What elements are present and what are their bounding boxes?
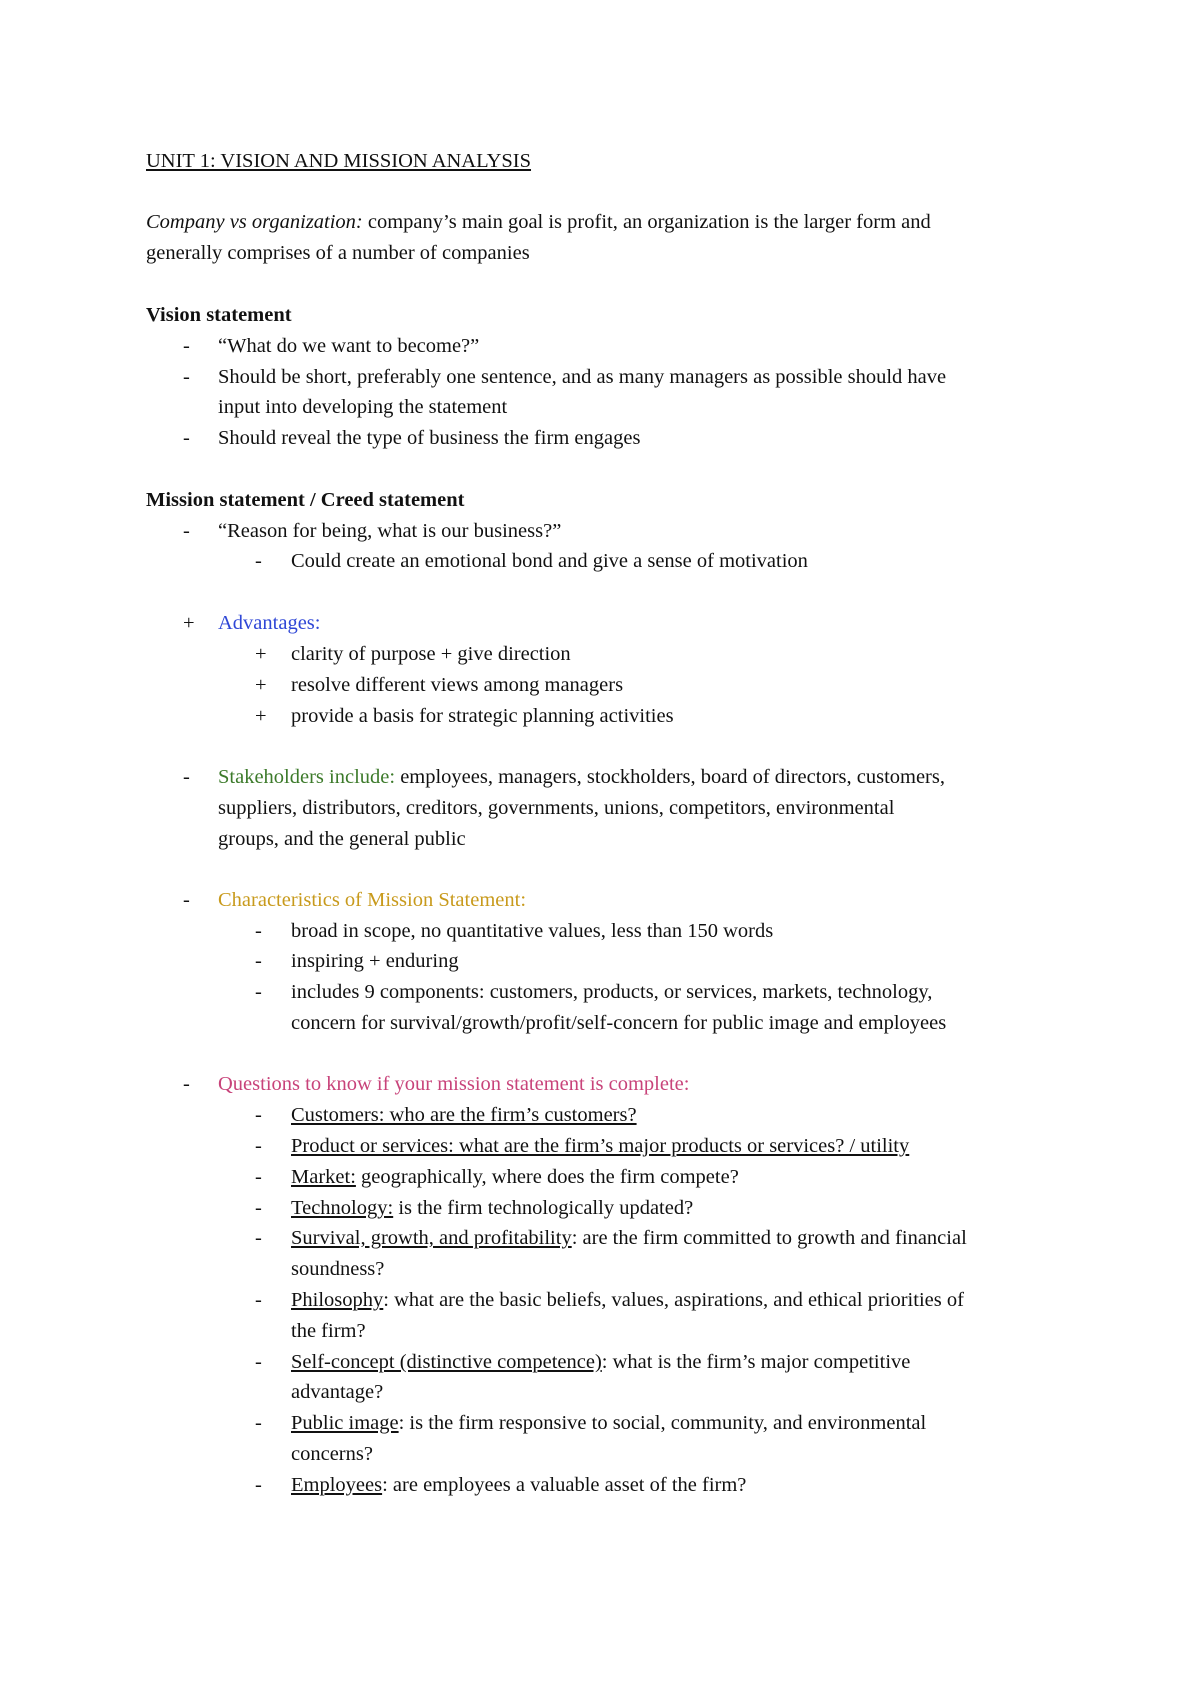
question-bullet-4: - xyxy=(255,1197,262,1219)
intro-text-1: company’s main goal is profit, an organization is the larger form and xyxy=(362,211,931,233)
question-key-4: Technology: xyxy=(291,1197,394,1219)
characteristic-item-2: inspiring + enduring xyxy=(291,950,459,972)
question-text-8: : is the firm responsive to social, community, and environmental xyxy=(398,1412,927,1434)
mission-reason-sub-bullet: - xyxy=(255,550,262,572)
vision-item-1: “What do we want to become?” xyxy=(218,335,480,357)
characteristics-bullet: - xyxy=(183,889,190,911)
characteristic-bullet-3: - xyxy=(255,981,262,1003)
question-item-5-cont: soundness? xyxy=(291,1258,385,1280)
stakeholders-bullet: - xyxy=(183,766,190,788)
question-key-3: Market: xyxy=(291,1166,356,1188)
vision-bullet-3: - xyxy=(183,427,190,449)
advantage-plus-2: + xyxy=(255,674,267,696)
advantage-plus-1: + xyxy=(255,643,267,665)
characteristics-label: Characteristics of Mission Statement: xyxy=(218,889,527,911)
question-text-5: : are the firm committed to growth and financial xyxy=(571,1227,967,1249)
vision-bullet-1: - xyxy=(183,335,190,357)
stakeholders-label: Stakeholders include: xyxy=(218,766,396,788)
question-item-2 xyxy=(291,1133,909,1159)
vision-bullet-2: - xyxy=(183,366,190,388)
question-text-4: is the firm technologically updated? xyxy=(393,1197,694,1219)
advantage-item-3: provide a basis for strategic planning activities xyxy=(291,705,674,727)
question-key-2: Product or services: what are the firm’s major products or services? / utility xyxy=(291,1135,910,1157)
vision-item-2: Should be short, preferably one sentence, and as many managers as possible should have xyxy=(218,366,947,388)
question-item-3 xyxy=(291,1164,739,1190)
question-item-5 xyxy=(291,1225,967,1251)
question-key-1: Customers: who are the firm’s customers? xyxy=(291,1104,637,1126)
intro-term: Company vs organization: xyxy=(146,211,363,233)
page-title: UNIT 1: VISION AND MISSION ANALYSIS xyxy=(146,150,532,172)
question-item-8 xyxy=(291,1410,926,1436)
stakeholders-line-2: suppliers, distributors, creditors, governments, unions, competitors, environmental xyxy=(218,797,895,819)
mission-bullet-reason: - xyxy=(183,520,190,542)
stakeholders-text-1: employees, managers, stockholders, board of directors, customers, xyxy=(395,766,945,788)
mission-heading: Mission statement / Creed statement xyxy=(146,489,465,511)
question-bullet-8: - xyxy=(255,1412,262,1434)
question-text-6: : what are the basic beliefs, values, aspirations, and ethical priorities of xyxy=(383,1289,964,1311)
question-item-6-cont: the firm? xyxy=(291,1320,366,1342)
question-key-9: Employees xyxy=(291,1474,383,1496)
question-item-7-cont: advantage? xyxy=(291,1381,384,1403)
question-item-1 xyxy=(291,1102,637,1128)
mission-reason-sub: Could create an emotional bond and give a sense of motivation xyxy=(291,550,808,572)
advantages-label: Advantages: xyxy=(218,612,321,634)
vision-item-2-cont: input into developing the statement xyxy=(218,396,508,418)
stakeholders-line-3: groups, and the general public xyxy=(218,828,466,850)
questions-label: Questions to know if your mission statement is complete: xyxy=(218,1073,690,1095)
mission-reason: “Reason for being, what is our business?” xyxy=(218,520,562,542)
question-item-9 xyxy=(291,1472,746,1498)
question-text-9: : are employees a valuable asset of the firm? xyxy=(382,1474,747,1496)
intro-line-1 xyxy=(146,209,931,235)
question-key-6: Philosophy xyxy=(291,1289,384,1311)
question-bullet-2: - xyxy=(255,1135,262,1157)
characteristic-item-3: includes 9 components: customers, products, or services, markets, technology, xyxy=(291,981,933,1003)
question-bullet-3: - xyxy=(255,1166,262,1188)
question-bullet-9: - xyxy=(255,1474,262,1496)
question-bullet-7: - xyxy=(255,1351,262,1373)
advantages-plus: + xyxy=(183,612,195,634)
vision-item-3: Should reveal the type of business the firm engages xyxy=(218,427,641,449)
advantage-item-1: clarity of purpose + give direction xyxy=(291,643,571,665)
question-bullet-6: - xyxy=(255,1289,262,1311)
question-item-8-cont: concerns? xyxy=(291,1443,373,1465)
question-text-7: : what is the firm’s major competitive xyxy=(601,1351,911,1373)
characteristic-bullet-1: - xyxy=(255,920,262,942)
question-item-6 xyxy=(291,1287,964,1313)
question-item-7 xyxy=(291,1349,910,1375)
question-bullet-1: - xyxy=(255,1104,262,1126)
characteristic-item-1: broad in scope, no quantitative values, less than 150 words xyxy=(291,920,774,942)
characteristic-bullet-2: - xyxy=(255,950,262,972)
intro-line-2: generally comprises of a number of companies xyxy=(146,242,530,264)
characteristic-item-3-cont: concern for survival/growth/profit/self-concern for public image and employees xyxy=(291,1012,947,1034)
advantage-item-2: resolve different views among managers xyxy=(291,674,624,696)
question-text-3: geographically, where does the firm compete? xyxy=(355,1166,739,1188)
question-key-8: Public image xyxy=(291,1412,399,1434)
vision-heading: Vision statement xyxy=(146,304,292,326)
stakeholders-line-1 xyxy=(218,764,945,790)
question-bullet-5: - xyxy=(255,1227,262,1249)
questions-bullet: - xyxy=(183,1073,190,1095)
question-key-5: Survival, growth, and profitability xyxy=(291,1227,572,1249)
advantage-plus-3: + xyxy=(255,705,267,727)
question-key-7: Self-concept (distinctive competence) xyxy=(291,1351,602,1373)
question-item-4 xyxy=(291,1195,693,1221)
